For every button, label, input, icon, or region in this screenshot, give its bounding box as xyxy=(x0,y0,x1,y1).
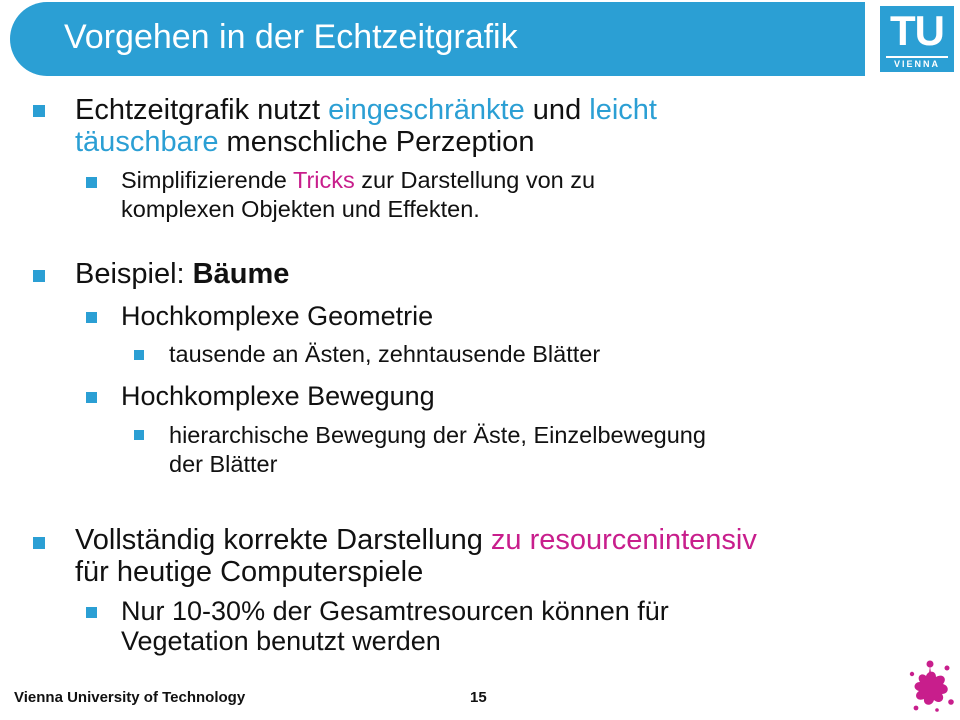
bullet-text xyxy=(75,524,757,556)
highlight-term: eingeschränkte xyxy=(328,94,525,126)
bullet-text xyxy=(75,258,289,290)
bullet-marker xyxy=(134,430,144,440)
sub-sub-bullet-text: hierarchische Bewegung der Äste, Einzelbewegung xyxy=(169,422,706,448)
bullet-marker xyxy=(86,607,97,618)
highlight-term: täuschbare xyxy=(75,126,219,158)
bullet-text xyxy=(75,94,657,126)
ink-splat-icon xyxy=(906,658,956,714)
bullet-marker xyxy=(33,537,45,549)
bullet-marker xyxy=(134,350,144,360)
sub-bullet-text xyxy=(121,166,595,194)
footer-organization: Vienna University of Technology xyxy=(14,689,246,706)
text-run: Beispiel: xyxy=(75,258,193,290)
bullet-marker xyxy=(33,270,45,282)
sub-bullet-text-continued: Vegetation benutzt werden xyxy=(121,626,441,656)
highlight-term: leicht xyxy=(589,94,657,126)
tu-vienna-logo-icon xyxy=(880,6,954,72)
sub-bullet-text-continued: komplexen Objekten und Effekten. xyxy=(121,196,480,222)
sub-sub-bullet-text-continued: der Blätter xyxy=(169,451,278,477)
highlight-term: zu resourcenintensiv xyxy=(490,524,757,556)
sub-bullet-text: Nur 10-30% der Gesamtresourcen können für xyxy=(121,596,669,626)
text-run: Echtzeitgrafik nutzt xyxy=(75,94,329,126)
text-run: und xyxy=(524,94,590,126)
logo-mark: TU xyxy=(890,7,944,54)
bullet-text-continued xyxy=(75,126,534,158)
bold-term: Bäume xyxy=(192,258,290,290)
bullet-text-continued: für heutige Computerspiele xyxy=(75,556,424,588)
text-run: Simplifizierende xyxy=(121,167,293,193)
logo-divider xyxy=(886,56,948,58)
sub-bullet-text: Hochkomplexe Bewegung xyxy=(121,381,435,411)
logo-subtitle: VIENNA xyxy=(893,59,940,69)
text-run: zur Darstellung von zu xyxy=(354,167,596,193)
highlight-term: Tricks xyxy=(292,167,355,193)
page-number: 15 xyxy=(470,689,487,706)
text-run: menschliche Perzeption xyxy=(218,126,535,158)
bullet-marker xyxy=(86,392,97,403)
bullet-marker xyxy=(86,312,97,323)
bullet-marker xyxy=(33,105,45,117)
bullet-marker xyxy=(86,177,97,188)
sub-sub-bullet-text: tausende an Ästen, zehntausende Blätter xyxy=(169,341,601,367)
page-title: Vorgehen in der Echtzeitgrafik xyxy=(64,18,518,56)
sub-bullet-text: Hochkomplexe Geometrie xyxy=(121,301,434,331)
text-run: Vollständig korrekte Darstellung xyxy=(75,524,491,556)
